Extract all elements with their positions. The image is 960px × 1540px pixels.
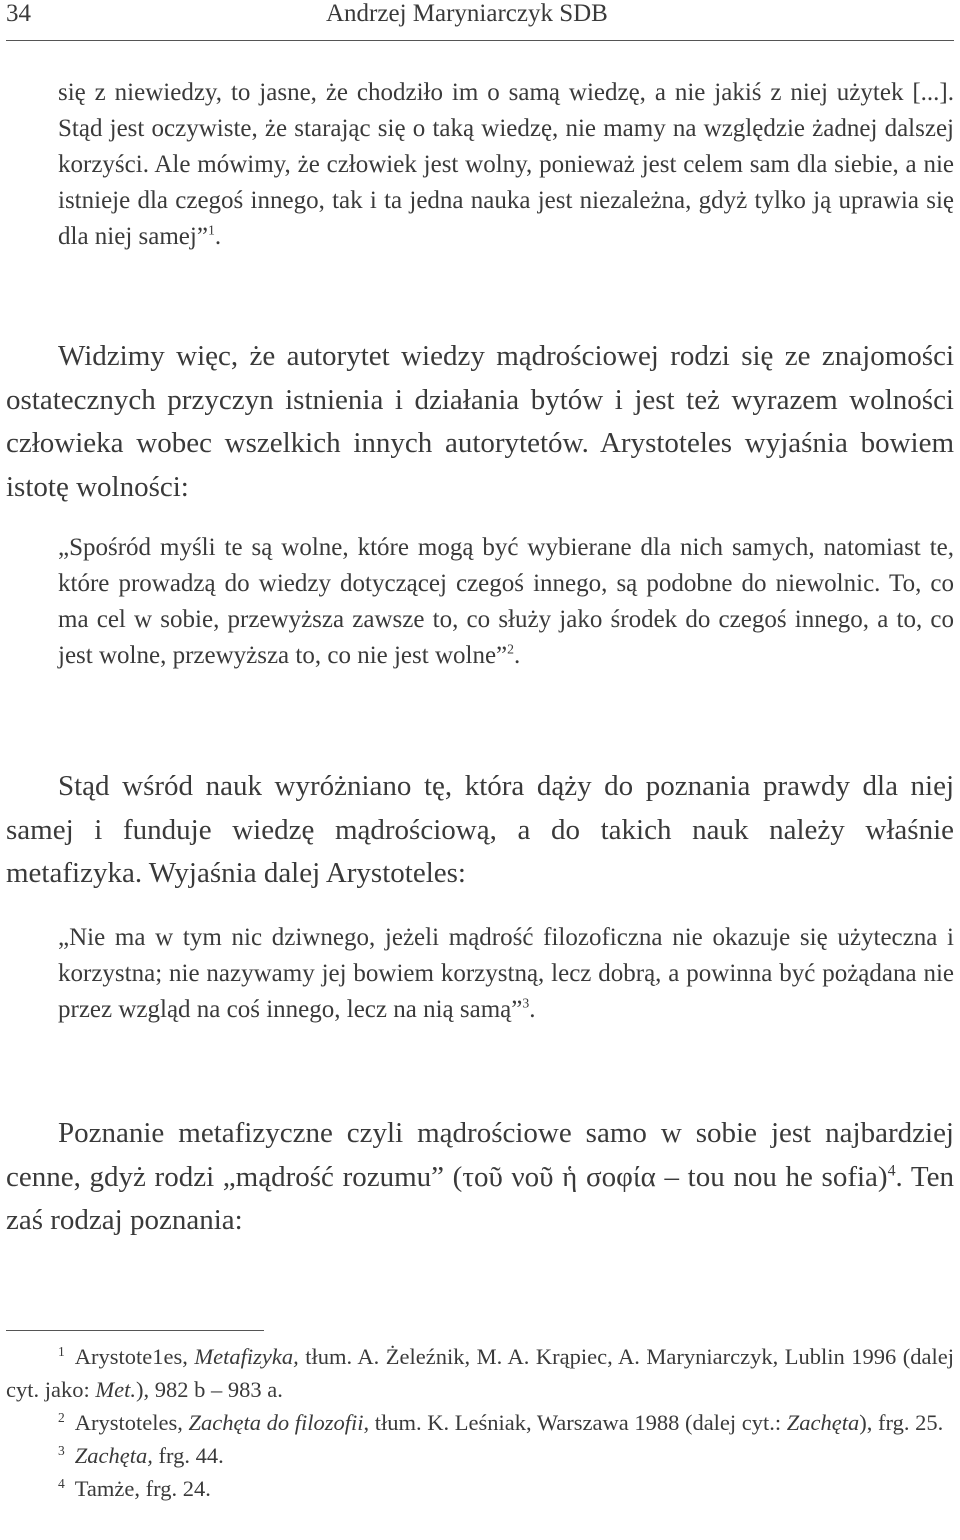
- footnote-1: [6, 1340, 954, 1406]
- block-quote-3: [58, 920, 954, 1028]
- footnote-1-abbr: Met.: [95, 1377, 136, 1402]
- footnote-ref-2: 2: [507, 641, 515, 657]
- block-quote-2: [58, 530, 954, 674]
- footnote-3-tail: frg. 44.: [152, 1443, 224, 1468]
- running-title: Andrzej Maryniarczyk SDB: [326, 0, 608, 27]
- footnote-1-author: Arystote1es,: [74, 1344, 195, 1369]
- footnote-ref-1: 1: [207, 222, 215, 238]
- footnote-2-author: Arystoteles,: [74, 1410, 189, 1435]
- footnote-ref-3: 3: [522, 995, 530, 1011]
- footnote-3-number: 3: [58, 1442, 65, 1458]
- footnote-4-text: Tamże, frg. 24.: [74, 1476, 211, 1501]
- footnote-1-number: 1: [58, 1343, 65, 1359]
- running-header: [6, 0, 954, 41]
- paragraph-3-end: . Ten zaś rodzaj poznania:: [6, 1160, 954, 1236]
- footnote-3-title: Zachęta,: [74, 1443, 153, 1468]
- footnotes: [6, 1340, 954, 1505]
- paragraph-1-text: Widzimy więc, że autorytet wiedzy mądrościowej rodzi się ze znajomości ostatecznych przyczyn istnienia i działania bytów i jest też wyrazem wolności człowieka wobec wszelkich innych autorytetów. Arystoteles wyjaśnia bowiem istotę wolności:: [6, 340, 954, 503]
- paragraph-3: [6, 1112, 954, 1243]
- footnote-2-title: Zachęta do filozofii: [188, 1410, 364, 1435]
- footnote-1-rest: tłum. A. Żeleźnik, M. A. Krąpiec, A. Maryniarczyk, Lublin 1996 (dalej cyt. jako:: [6, 1344, 954, 1402]
- quote-3-end: .: [529, 996, 536, 1023]
- footnote-2: [6, 1406, 954, 1439]
- footnote-1-title: Metafizyka,: [194, 1344, 299, 1369]
- footnote-4-number: 4: [58, 1475, 65, 1491]
- footnote-2-tail: ), frg. 25.: [859, 1410, 944, 1435]
- footnote-3: [6, 1439, 954, 1472]
- footnote-separator: [6, 1330, 264, 1331]
- footnote-4: [6, 1472, 954, 1505]
- quote-1-text: się z niewiedzy, to jasne, że chodziło im o samą wiedzę, a nie jakiś z niej użytek [...]. Stąd jest oczywiste, że starając się o taką wiedzę, nie mamy na względzie żadnej dalszej korzyści. Ale mówimy, że człowiek jest wolny, ponieważ jest celem sam dla siebie, a nie istnieje dla czegoś innego, tak i ta jedna nauka jest niezależna, gdyż tylko ją uprawia się dla niej samej”: [58, 79, 954, 250]
- footnote-2-rest: , tłum. K. Leśniak, Warszawa 1988 (dalej cyt.:: [363, 1410, 787, 1435]
- quote-1-end: .: [214, 223, 222, 250]
- block-quote-1: [58, 75, 954, 255]
- paragraph-1: [6, 335, 954, 509]
- footnote-1-tail: ), 982 b – 983 a.: [135, 1377, 283, 1402]
- footnote-2-abbr: Zachęta: [786, 1410, 860, 1435]
- footnote-2-number: 2: [58, 1409, 65, 1425]
- paragraph-2-text: Stąd wśród nauk wyróżniano tę, która dąży do poznania prawdy dla niej samej i funduje wiedzę mądrościową, a do takich nauk należy właśnie metafizyka. Wyjaśnia dalej Arystoteles:: [6, 770, 954, 889]
- quote-3-text: „Nie ma w tym nic dziwnego, jeżeli mądrość filozoficzna nie okazuje się użyteczna i korzystna; nie nazywamy jej bowiem korzystną, lecz dobrą, a powinna być pożądana nie przez wzgląd na coś innego, lecz na nią samą”: [58, 924, 954, 1023]
- quote-2-text: „Spośród myśli te są wolne, które mogą być wybierane dla nich samych, natomiast te, które prowadzą do wiedzy dotyczącej czegoś innego, są podobne do niewolnic. To, co ma cel w sobie, przewyższa zawsze to, co służy jako środek do czegoś innego, a to, co jest wolne, przewyższa to, co nie jest wolne”: [58, 534, 954, 669]
- footnote-ref-4: 4: [887, 1161, 896, 1179]
- page-number: 34: [6, 0, 31, 27]
- paragraph-2: [6, 765, 954, 896]
- quote-2-end: .: [514, 642, 521, 669]
- paragraph-3-text: Poznanie metafizyczne czyli mądrościowe samo w sobie jest najbardziej cenne, gdyż rodzi „mądrość rozumu” (τοῦ νοῦ ἡ σοφία – tou nou he sofia): [6, 1117, 954, 1193]
